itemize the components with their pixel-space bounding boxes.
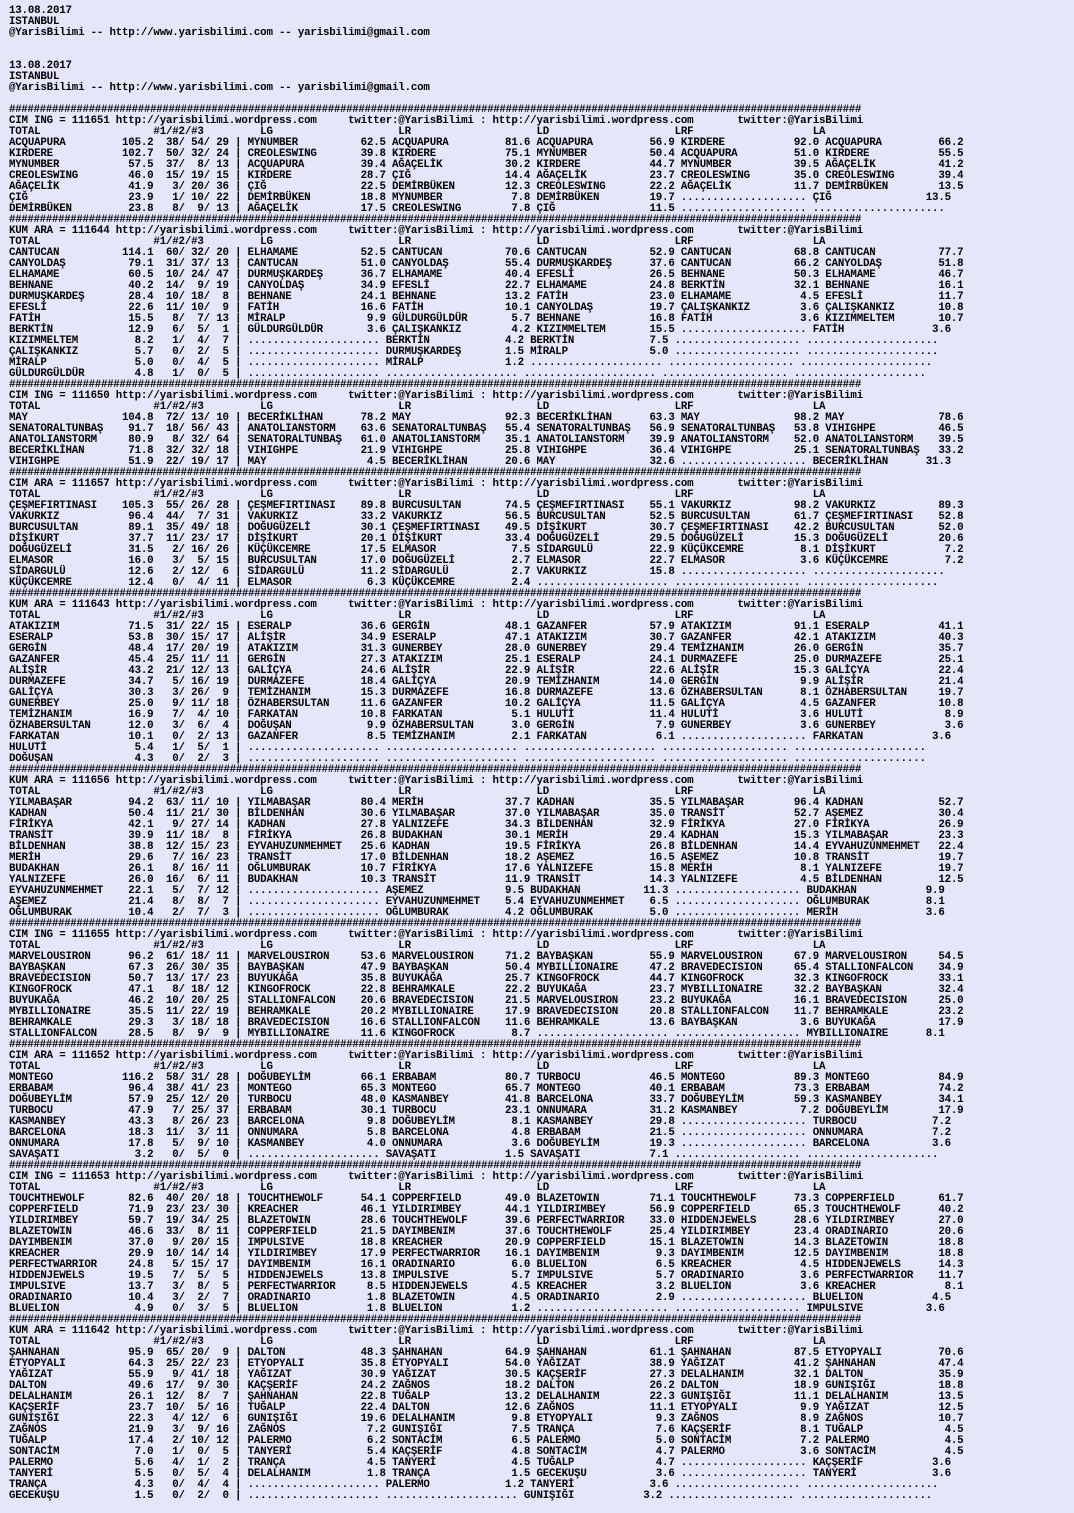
text-line: BEHNANE 40.2 14/ 9/ 19 | CANYOLDAŞ 34.9 EFESLİ 22.7 ELHAMAME 24.8 BERKTİN 32.1 BEHNANE 16.1 xyxy=(9,280,964,292)
text-line: TANYERİ 5.5 0/ 5/ 4 | DELALHANIM 1.8 TRANÇA 1.5 GECEKUŞU 3.6 .................... TANYERİ 3.6 xyxy=(9,1468,951,1480)
text-line: FATİH 15.5 8/ 7/ 13 | MİRALP 9.9 GÜLDURGÜLDÜR 5.7 BEHNANE 16.8 FATİH 3.6 KIZIMMELTEM 10.7 xyxy=(9,313,964,325)
text-line: MARVELOUSIRON 96.2 61/ 18/ 11 | MARVELOUSIRON 53.6 MARVELOUSIRON 71.2 BAYBAŞKAN 55.9 MARVELOUSIRON 67.9 MARVELOUSIRON 54.5 xyxy=(9,951,964,963)
text-line: EFESLİ 22.6 11/ 10/ 9 | FATİH 16.6 FATİH 10.1 CANYOLDAŞ 19.7 ÇALIŞKANKIZ 3.6 ÇALIŞKANKIZ 10.8 xyxy=(9,302,964,314)
text-line: GERGİN 48.4 17/ 20/ 19 | ATAKIZIM 31.3 GUNERBEY 28.0 GUNERBEY 29.4 TEMİZHANIM 26.0 GERGİN 35.7 xyxy=(9,643,964,655)
section-separator: ########################################################################################################################################### xyxy=(9,918,861,930)
text-line: 13.08.2017 xyxy=(9,5,72,17)
section-separator: ########################################################################################################################################### xyxy=(9,214,861,226)
text-line: ÇALIŞKANKIZ 5.7 0/ 2/ 5 | ..................... DURMUŞKARDEŞ 1.5 MİRALP 5.0 .................... ..................... xyxy=(9,346,939,358)
text-line: KUM ARA = 111643 http://yarisbilimi.wordpress.com twitter:@YarisBilimi : http://yarisbilimi.wordpress.com twitter:@YarisBilimi xyxy=(9,599,863,611)
text-line: BURCUSULTAN 89.1 35/ 49/ 18 | DOĞUGÜZELİ 30.1 ÇEŞMEFIRTINASI 49.5 DİŞİKURT 30.7 ÇEŞMEFIRTINASI 42.2 BURCUSULTAN 52.0 xyxy=(9,522,964,534)
text-line: TOTAL #1/#2/#3 LG LR LD LRF LA xyxy=(9,126,826,138)
text-line: TOUCHTHEWOLF 82.6 40/ 20/ 18 | TOUCHTHEWOLF 54.1 COPPERFIELD 49.0 BLAZETOWIN 71.1 TOUCHTHEWOLF 73.3 COPPERFIELD 61.7 xyxy=(9,1193,964,1205)
text-line: TOTAL #1/#2/#3 LG LR LD LRF LA xyxy=(9,236,826,248)
text-line: FARKATAN 10.1 0/ 2/ 13 | GAZANFER 8.5 TEMİZHANIM 2.1 FARKATAN 6.1 .................... FARKATAN 3.6 xyxy=(9,731,951,743)
text-line: ELMASOR 16.0 3/ 5/ 15 | BURCUSULTAN 17.0 DOĞUGÜZELİ 2.7 ELMASOR 22.7 ELMASOR 3.6 KÜÇÜKCEMRE 7.2 xyxy=(9,555,964,567)
text-line: SENATORALTUNBAŞ 91.7 18/ 56/ 43 | ANATOLIANSTORM 63.6 SENATORALTUNBAŞ 55.4 SENATORALTUNBAŞ 56.9 SENATORALTUNBAŞ 53.8 VIHIGHPE 46.5 xyxy=(9,423,964,435)
text-line: BUYUKAĞA 46.2 10/ 20/ 25 | STALLIONFALCON 20.6 BRAVEDECISION 21.5 MARVELOUSIRON 23.2 BUYUKAĞA 16.1 BRAVEDECISION 25.0 xyxy=(9,995,964,1007)
text-line: ACQUAPURA 105.2 38/ 54/ 29 | MYNUMBER 62.5 ACQUAPURA 81.6 ACQUAPURA 56.9 KIRDERE 92.0 ACQUAPURA 66.2 xyxy=(9,137,964,149)
text-line: TUĞALP 17.4 2/ 10/ 12 | PALERMO 6.2 SONTACİM 6.5 PALERMO 5.0 SONTACİM 7.2 PALERMO 4.5 xyxy=(9,1435,964,1447)
text-line: VAKURKIZ 96.4 44/ 7/ 31 | VAKURKIZ 33.2 VAKURKIZ 56.5 BURCUSULTAN 52.5 BURCUSULTAN 61.7 ÇEŞMEFIRTINASI 52.8 xyxy=(9,511,964,523)
text-line: TRANSİT 39.9 11/ 18/ 8 | FİRİKYA 26.8 BUDAKHAN 30.1 MERİH 29.4 KADHAN 15.3 YILMABAŞAR 23.3 xyxy=(9,830,964,842)
text-line: KIRDERE 102.7 50/ 32/ 24 | CREOLESWING 39.8 KIRDERE 75.1 MYNUMBER 50.4 ACQUAPURA 51.0 KIRDERE 55.5 xyxy=(9,148,964,160)
text-line: TOTAL #1/#2/#3 LG LR LD LRF LA xyxy=(9,940,826,952)
section-separator: ########################################################################################################################################### xyxy=(9,1039,861,1051)
text-line: DOĞUBEYLİM 57.9 25/ 12/ 20 | TURBOCU 48.0 KASMANBEY 41.8 BARCELONA 33.7 DOĞUBEYLİM 59.3 KASMANBEY 34.1 xyxy=(9,1094,964,1106)
text-line: MİRALP 5.0 0/ 4/ 5 | ..................... MİRALP 1.2 ..................... .................... ..................... xyxy=(9,357,933,369)
text-line: KADHAN 50.4 11/ 21/ 30 | BİLDENHAN 30.6 YILMABAŞAR 37.0 YILMABAŞAR 35.0 TRANSİT 52.7 AŞEMEZ 30.4 xyxy=(9,808,964,820)
text-line: BUDAKHAN 26.1 8/ 16/ 11 | OĞLUMBURAK 10.7 FİRİKYA 17.6 YALNIZEFE 15.8 MERİH 8.1 YALNIZEFE 19.7 xyxy=(9,863,964,875)
text-line: DURMAZEFE 34.7 5/ 16/ 19 | DURMAZEFE 18.4 GALİÇYA 20.9 TEMİZHANIM 14.0 GERGİN 9.9 ALİŞİR 21.4 xyxy=(9,676,964,688)
text-line: DALTON 49.6 17/ 9/ 30 | KAÇŞERİF 24.2 ZAĞNOS 18.2 DALTON 26.2 DALTON 18.9 GUNIŞIĞI 18.8 xyxy=(9,1380,964,1392)
text-line: KUM ARA = 111644 http://yarisbilimi.wordpress.com twitter:@YarisBilimi : http://yarisbilimi.wordpress.com twitter:@YarisBilimi xyxy=(9,225,863,237)
text-line: ETYOPYALI 64.3 25/ 22/ 23 | ETYOPYALI 35.8 ETYOPYALI 54.0 YAĞIZAT 38.9 YAĞIZAT 41.2 ŞAHNAHAN 47.4 xyxy=(9,1358,964,1370)
text-line: CREOLESWING 46.0 15/ 19/ 15 | KIRDERE 28.7 ÇIĞ 14.4 AĞAÇELİK 23.7 CREOLESWING 35.0 CREOLESWING 39.4 xyxy=(9,170,964,182)
text-line: TOTAL #1/#2/#3 LG LR LD LRF LA xyxy=(9,401,826,413)
text-line: KUM ARA = 111656 http://yarisbilimi.wordpress.com twitter:@YarisBilimi : http://yarisbilimi.wordpress.com twitter:@YarisBilimi xyxy=(9,775,863,787)
text-line: MERİH 29.6 7/ 16/ 23 | TRANSİT 17.0 BİLDENHAN 18.2 AŞEMEZ 16.5 AŞEMEZ 10.8 TRANSİT 19.7 xyxy=(9,852,964,864)
text-line: BARCELONA 18.3 11/ 3/ 11 | ONNUMARA 5.8 BARCELONA 4.8 ERBABAM 21.5 .................... ONNUMARA 7.2 xyxy=(9,1127,951,1139)
text-line: MAY 104.8 72/ 13/ 10 | BECERİKLİHAN 78.2 MAY 92.3 BECERİKLİHAN 63.3 MAY 98.2 MAY 78.6 xyxy=(9,412,964,424)
text-line: BLUELION 4.9 0/ 3/ 5 | BLUELION 1.8 BLUELION 1.2 ..................... .................... IMPULSIVE 3.6 xyxy=(9,1303,945,1315)
text-line: ONNUMARA 17.8 5/ 9/ 10 | KASMANBEY 4.0 ONNUMARA 3.6 DOĞUBEYLİM 19.3 .................... BARCELONA 3.6 xyxy=(9,1138,951,1150)
text-line: STALLIONFALCON 28.5 8/ 9/ 9 | MYBILLIONAIRE 11.6 KINGOFROCK 8.7 ..................... .................... MYBILLIONAIRE 8.1 xyxy=(9,1028,945,1040)
text-line: @YarisBilimi -- http://www.yarisbilimi.com -- yarisbilimi@gmail.com xyxy=(9,82,430,94)
text-line: DELALHANIM 26.1 12/ 8/ 7 | ŞAHNAHAN 22.8 TUĞALP 13.2 DELALHANIM 22.3 GUNIŞIĞI 11.1 DELALHANIM 13.5 xyxy=(9,1391,964,1403)
text-line: KAÇŞERİF 23.7 10/ 5/ 16 | TUĞALP 22.4 DALTON 12.6 ZAĞNOS 11.1 ETYOPYALI 9.9 YAĞIZAT 12.5 xyxy=(9,1402,964,1414)
section-separator: ########################################################################################################################################### xyxy=(9,104,861,116)
text-line: BEHRAMKALE 29.3 3/ 18/ 18 | BRAVEDECISION 16.6 STALLIONFALCON 11.6 BEHRAMKALE 13.6 BAYBAŞKAN 3.6 BUYUKAĞA 17.9 xyxy=(9,1017,964,1029)
text-line: DOĞUGÜZELİ 31.5 2/ 16/ 26 | KÜÇÜKCEMRE 17.5 ELMASOR 7.5 SİDARGULÜ 22.9 KÜÇÜKCEMRE 8.1 DİŞİKURT 7.2 xyxy=(9,544,964,556)
text-line: DURMUŞKARDEŞ 28.4 10/ 18/ 8 | BEHNANE 24.1 BEHNANE 13.2 FATİH 23.0 ELHAMAME 4.5 EFESLİ 11.7 xyxy=(9,291,964,303)
text-line: TOTAL #1/#2/#3 LG LR LD LRF LA xyxy=(9,786,826,798)
text-line: CIM ING = 111655 http://yarisbilimi.wordpress.com twitter:@YarisBilimi : http://yarisbilimi.wordpress.com twitter:@YarisBilimi xyxy=(9,929,863,941)
text-line: VIHIGHPE 51.9 22/ 19/ 17 | MAY 4.5 BECERİKLİHAN 20.6 MAY 32.6 .................... BECERİKLİHAN 31.3 xyxy=(9,456,951,468)
text-line: YALNIZEFE 26.0 16/ 6/ 11 | BUDAKHAN 10.3 TRANSİT 11.9 TRANSİT 14.3 YALNIZEFE 4.5 BİLDENHAN 12.5 xyxy=(9,874,964,886)
text-line: GAZANFER 45.4 25/ 11/ 11 | GERGİN 27.3 ATAKIZIM 25.1 ESERALP 24.1 DURMAZEFE 25.0 DURMAZEFE 25.1 xyxy=(9,654,964,666)
text-line: KASMANBEY 43.3 8/ 26/ 23 | BARCELONA 9.8 DOĞUBEYLİM 8.1 KASMANBEY 29.8 .................... TURBOCU 7.2 xyxy=(9,1116,951,1128)
text-line: COPPERFIELD 71.9 23/ 23/ 30 | KREACHER 46.1 YILDIRIMBEY 44.1 YILDIRIMBEY 56.9 COPPERFIELD 65.3 TOUCHTHEWOLF 40.2 xyxy=(9,1204,964,1216)
text-line: AĞAÇELİK 41.9 3/ 20/ 36 | ÇIĞ 22.5 DEMİRBÜKEN 12.3 CREOLESWING 22.2 AĞAÇELİK 11.7 DEMİRBÜKEN 13.5 xyxy=(9,181,964,193)
text-line: GALİÇYA 30.3 3/ 26/ 9 | TEMİZHANIM 15.3 DURMAZEFE 16.8 DURMAZEFE 13.6 ÖZHABERSULTAN 8.1 ÖZHABERSULTAN 19.7 xyxy=(9,687,964,699)
text-line: GÜLDURGÜLDÜR 4.8 1/ 0/ 5 | ..................... ..................... ..................... .................... ..................... xyxy=(9,368,926,380)
text-line: TOTAL #1/#2/#3 LG LR LD LRF LA xyxy=(9,1061,826,1073)
text-line: ZAĞNOS 21.9 3/ 9/ 16 | ZAĞNOS 7.2 GUNIŞIĞI 7.5 TRANÇA 7.6 KAÇŞERİF 8.1 TUĞALP 4.5 xyxy=(9,1424,964,1436)
section-separator: ########################################################################################################################################### xyxy=(9,467,861,479)
text-line: PERFECTWARRIOR 24.8 5/ 15/ 17 | DAYIMBENIM 16.1 ORADINARIO 6.0 BLUELION 6.5 KREACHER 4.5 HIDDENJEWELS 14.3 xyxy=(9,1259,964,1271)
text-line: TOTAL #1/#2/#3 LG LR LD LRF LA xyxy=(9,489,826,501)
text-line: BECERİKLİHAN 71.8 32/ 32/ 18 | VIHIGHPE 21.9 VIHIGHPE 25.8 VIHIGHPE 36.4 VIHIGHPE 25.1 SENATORALTUNBAŞ 33.2 xyxy=(9,445,964,457)
text-line: AŞEMEZ 21.4 8/ 8/ 7 | ..................... EYVAHUZUNMEHMET 5.4 EYVAHUZUNMEHMET 6.5 .................... OĞLUMBURAK 8.1 xyxy=(9,896,945,908)
text-line: ÖZHABERSULTAN 12.0 3/ 6/ 4 | DOĞUŞAN 9.9 ÖZHABERSULTAN 3.0 GERGİN 7.9 GUNERBEY 3.6 GUNERBEY 3.6 xyxy=(9,720,964,732)
text-line: HULUTİ 5.4 1/ 5/ 1 | ..................... ..................... ..................... .................... ..................... xyxy=(9,742,926,754)
text-line: CIM ARA = 111657 http://yarisbilimi.wordpress.com twitter:@YarisBilimi : http://yarisbilimi.wordpress.com twitter:@YarisBilimi xyxy=(9,478,863,490)
text-line xyxy=(9,50,1074,61)
text-line: MYNUMBER 57.5 37/ 8/ 13 | ACQUAPURA 39.4 AĞAÇELİK 30.2 KIRDERE 44.7 MYNUMBER 39.5 AĞAÇELİK 41.2 xyxy=(9,159,964,171)
text-line: TEMİZHANIM 16.9 7/ 4/ 10 | FARKATAN 10.8 FARKATAN 5.1 HULUTİ 11.4 HULUTİ 3.6 HULUTİ 8.9 xyxy=(9,709,964,721)
text-line: CANYOLDAŞ 79.1 31/ 37/ 13 | CANTUCAN 51.0 CANYOLDAŞ 55.4 DURMUŞKARDEŞ 37.6 CANTUCAN 66.2 CANYOLDAŞ 51.8 xyxy=(9,258,964,270)
text-line: DİŞİKURT 37.7 11/ 23/ 17 | DİŞİKURT 20.1 DİŞİKURT 33.4 DOĞUGÜZELİ 29.5 DOĞUGÜZELİ 15.3 DOĞUGÜZELİ 20.6 xyxy=(9,533,964,545)
section-separator: ########################################################################################################################################### xyxy=(9,1160,861,1172)
text-line: GUNIŞIĞI 22.3 4/ 12/ 6 | GUNIŞIĞI 19.6 DELALHANIM 9.8 ETYOPYALI 9.3 ZAĞNOS 8.9 ZAĞNOS 10.7 xyxy=(9,1413,964,1425)
text-line: BERKTİN 12.9 6/ 5/ 1 | GÜLDURGÜLDÜR 3.6 ÇALIŞKANKIZ 4.2 KIZIMMELTEM 15.5 .................... FATİH 3.6 xyxy=(9,324,951,336)
text-line: ISTANBUL xyxy=(9,71,60,83)
text-line: TOTAL #1/#2/#3 LG LR LD LRF LA xyxy=(9,610,826,622)
text-line: HIDDENJEWELS 19.5 7/ 5/ 5 | HIDDENJEWELS 13.8 IMPULSIVE 5.7 IMPULSIVE 5.7 ORADINARIO 3.6 PERFECTWARRIOR 11.7 xyxy=(9,1270,964,1282)
text-line: ELHAMAME 60.5 10/ 24/ 47 | DURMUŞKARDEŞ 36.7 ELHAMAME 40.4 EFESLİ 26.5 BEHNANE 50.3 ELHAMAME 46.7 xyxy=(9,269,964,281)
text-line: KUM ARA = 111642 http://yarisbilimi.wordpress.com twitter:@YarisBilimi : http://yarisbilimi.wordpress.com twitter:@YarisBilimi xyxy=(9,1325,863,1337)
text-line: BİLDENHAN 38.8 12/ 15/ 23 | EYVAHUZUNMEHMET 25.6 KADHAN 19.5 FİRİKYA 26.8 BİLDENHAN 14.4 EYVAHUZUNMEHMET 22.4 xyxy=(9,841,964,853)
text-line: KINGOFROCK 47.1 8/ 18/ 12 | KINGOFROCK 22.8 BEHRAMKALE 22.2 BUYUKAĞA 23.7 MYBILLIONAIRE 32.2 BAYBAŞKAN 32.4 xyxy=(9,984,964,996)
text-line: ATAKIZIM 71.5 31/ 22/ 15 | ESERALP 36.6 GERGİN 48.1 GAZANFER 57.9 ATAKIZIM 91.1 ESERALP 41.1 xyxy=(9,621,964,633)
text-line: BLAZETOWIN 46.6 33/ 8/ 11 | COPPERFIELD 21.5 DAYIMBENIM 37.6 TOUCHTHEWOLF 25.4 YILDIRIMBEY 23.4 ORADINARIO 20.6 xyxy=(9,1226,964,1238)
text-line: TURBOCU 47.9 7/ 25/ 37 | ERBABAM 30.1 TURBOCU 23.1 ONNUMARA 31.2 KASMANBEY 7.2 DOĞUBEYLİM 17.9 xyxy=(9,1105,964,1117)
text-line xyxy=(9,39,1074,50)
text-line: YAĞIZAT 55.9 9/ 41/ 18 | YAĞIZAT 30.9 YAĞIZAT 30.5 KAÇŞERİF 27.3 DELALHANIM 32.1 DALTON 35.9 xyxy=(9,1369,964,1381)
text-line: @YarisBilimi -- http://www.yarisbilimi.com -- yarisbilimi@gmail.com xyxy=(9,27,430,39)
text-line: IMPULSIVE 13.7 3/ 8/ 5 | PERFECTWARRIOR 8.5 HIDDENJEWELS 4.5 KREACHER 3.2 BLUELION 3.6 KREACHER 8.1 xyxy=(9,1281,964,1293)
text-line: ORADINARIO 10.4 3/ 2/ 7 | ORADINARIO 1.8 BLAZETOWIN 4.5 ORADINARIO 2.9 .................... BLUELION 4.5 xyxy=(9,1292,951,1304)
text-line: MYBILLIONAIRE 35.5 11/ 22/ 19 | BEHRAMKALE 20.2 MYBILLIONAIRE 17.9 BRAVEDECISION 20.8 STALLIONFALCON 11.7 BEHRAMKALE 23.2 xyxy=(9,1006,964,1018)
text-line: ISTANBUL xyxy=(9,16,60,28)
text-line: MONTEGO 116.2 58/ 31/ 28 | DOĞUBEYLİM 66.1 ERBABAM 80.7 TURBOCU 46.5 MONTEGO 89.3 MONTEGO 84.9 xyxy=(9,1072,964,1084)
text-line: SONTACİM 7.0 1/ 0/ 5 | TANYERİ 5.4 KAÇŞERİF 4.8 SONTACİM 4.7 PALERMO 3.6 SONTACİM 4.5 xyxy=(9,1446,964,1458)
text-line: KIZIMMELTEM 8.2 1/ 4/ 7 | ..................... BERKTİN 4.2 BERKTİN 7.5 .................... ..................... xyxy=(9,335,939,347)
text-line: 13.08.2017 xyxy=(9,60,72,72)
text-line: ANATOLIANSTORM 80.9 8/ 32/ 64 | SENATORALTUNBAŞ 61.0 ANATOLIANSTORM 35.1 ANATOLIANSTORM 39.9 ANATOLIANSTORM 52.0 ANATOLIANSTORM 39.5 xyxy=(9,434,964,446)
text-line: YILDIRIMBEY 59.7 19/ 34/ 25 | BLAZETOWIN 28.6 TOUCHTHEWOLF 39.6 PERFECTWARRIOR 33.0 HIDDENJEWELS 28.6 YILDIRIMBEY 27.0 xyxy=(9,1215,964,1227)
text-line: KREACHER 29.9 10/ 14/ 14 | YILDIRIMBEY 17.9 PERFECTWARRIOR 16.1 DAYIMBENIM 9.3 DAYIMBENIM 12.5 DAYIMBENIM 18.8 xyxy=(9,1248,964,1260)
text-line: SİDARGULÜ 12.6 2/ 12/ 6 | SİDARGULÜ 11.2 SİDARGULÜ 2.7 VAKURKIZ 15.8 .................... ..................... xyxy=(9,566,945,578)
text-line: SAVAŞATI 3.2 0/ 5/ 0 | ..................... SAVAŞATI 1.5 SAVAŞATI 7.1 .................... ..................... xyxy=(9,1149,939,1161)
text-line: ALİŞİR 43.2 21/ 12/ 13 | GALİÇYA 24.6 ALİŞİR 22.9 ALİŞİR 22.6 ALİŞİR 15.3 GALİÇYA 22.4 xyxy=(9,665,964,677)
text-line: CANTUCAN 114.1 60/ 32/ 20 | ELHAMAME 52.5 CANTUCAN 70.6 CANTUCAN 52.9 CANTUCAN 68.8 CANTUCAN 77.7 xyxy=(9,247,964,259)
text-line: EYVAHUZUNMEHMET 22.1 5/ 7/ 12 | ..................... AŞEMEZ 9.5 BUDAKHAN 11.3 .................... BUDAKHAN 9.9 xyxy=(9,885,945,897)
text-line: ESERALP 53.8 30/ 15/ 17 | ALİŞİR 34.9 ESERALP 47.1 ATAKIZIM 30.7 GAZANFER 42.1 ATAKIZIM 40.3 xyxy=(9,632,964,644)
text-line: CIM ARA = 111652 http://yarisbilimi.wordpress.com twitter:@YarisBilimi : http://yarisbilimi.wordpress.com twitter:@YarisBilimi xyxy=(9,1050,863,1062)
text-line: CIM ING = 111651 http://yarisbilimi.wordpress.com twitter:@YarisBilimi : http://yarisbilimi.wordpress.com twitter:@YarisBilimi xyxy=(9,115,863,127)
section-separator: ########################################################################################################################################### xyxy=(9,764,861,776)
text-line: ÇEŞMEFIRTINASI 105.3 55/ 26/ 28 | ÇEŞMEFIRTINASI 89.8 BURCUSULTAN 74.5 ÇEŞMEFIRTINASI 55.1 VAKURKIZ 98.2 VAKURKIZ 89.3 xyxy=(9,500,964,512)
text-line: CIM ING = 111650 http://yarisbilimi.wordpress.com twitter:@YarisBilimi : http://yarisbilimi.wordpress.com twitter:@YarisBilimi xyxy=(9,390,863,402)
text-line: TRANÇA 4.3 0/ 4/ 4 | ..................... PALERMO 1.2 TANYERİ 3.6 .................... ..................... xyxy=(9,1479,939,1491)
text-line: TOTAL #1/#2/#3 LG LR LD LRF LA xyxy=(9,1336,826,1348)
text-line: FİRİKYA 42.1 9/ 27/ 14 | KADHAN 27.8 YALNIZEFE 34.3 BİLDENHAN 32.9 FİRİKYA 27.0 FİRİKYA 26.9 xyxy=(9,819,964,831)
text-line: ERBABAM 96.4 38/ 41/ 23 | MONTEGO 65.3 MONTEGO 65.7 MONTEGO 40.1 ERBABAM 73.3 ERBABAM 74.2 xyxy=(9,1083,964,1095)
text-line: BRAVEDECISION 50.7 13/ 17/ 23 | BUYUKAĞA 35.8 BUYUKAĞA 25.7 KINGOFROCK 44.7 KINGOFROCK 32.3 KINGOFROCK 33.1 xyxy=(9,973,964,985)
text-line: KÜÇÜKCEMRE 12.4 0/ 4/ 11 | ELMASOR 6.3 KÜÇÜKCEMRE 2.4 ..................... .................... ..................... xyxy=(9,577,939,589)
section-separator: ########################################################################################################################################### xyxy=(9,588,861,600)
text-line: CIM ING = 111653 http://yarisbilimi.wordpress.com twitter:@YarisBilimi : http://yarisbilimi.wordpress.com twitter:@YarisBilimi xyxy=(9,1171,863,1183)
text-line: YILMABAŞAR 94.2 63/ 11/ 10 | YILMABAŞAR 80.4 MERİH 37.7 KADHAN 35.5 YILMABAŞAR 96.4 KADHAN 52.7 xyxy=(9,797,964,809)
text-line: DAYIMBENIM 37.0 9/ 20/ 15 | IMPULSIVE 18.8 KREACHER 20.9 COPPERFIELD 15.1 BLAZETOWIN 14.3 BLAZETOWIN 18.8 xyxy=(9,1237,964,1249)
text-line: GECEKUŞU 1.5 0/ 2/ 0 | ..................... ..................... GUNIŞIĞI 3.2 .................... ..................... xyxy=(9,1490,933,1502)
section-separator: ########################################################################################################################################### xyxy=(9,379,861,391)
text-line: DEMİRBÜKEN 23.8 8/ 9/ 13 | AĞAÇELİK 17.5 CREOLESWING 7.8 ÇIĞ 11.5 .................... ..................... xyxy=(9,203,945,215)
section-separator: ########################################################################################################################################### xyxy=(9,1314,861,1326)
text-line: GUNERBEY 25.0 9/ 11/ 18 | ÖZHABERSULTAN 11.6 GAZANFER 10.2 GALİÇYA 11.5 GALİÇYA 4.5 GAZANFER 10.8 xyxy=(9,698,964,710)
text-line: TOTAL #1/#2/#3 LG LR LD LRF LA xyxy=(9,1182,826,1194)
text-line: BAYBAŞKAN 67.3 26/ 30/ 35 | BAYBAŞKAN 47.9 BAYBAŞKAN 50.4 MYBILLIONAIRE 47.2 BRAVEDECISION 65.4 STALLIONFALCON 34.9 xyxy=(9,962,964,974)
text-line: ŞAHNAHAN 95.9 65/ 20/ 9 | DALTON 48.3 ŞAHNAHAN 64.9 ŞAHNAHAN 61.1 ŞAHNAHAN 87.5 ETYOPYALI 70.6 xyxy=(9,1347,964,1359)
text-line: PALERMO 5.6 4/ 1/ 2 | TRANÇA 4.5 TANYERİ 4.5 TUĞALP 4.7 .................... KAÇŞERİF 3.6 xyxy=(9,1457,951,1469)
text-line: ÇIĞ 23.9 1/ 10/ 22 | DEMİRBÜKEN 18.8 MYNUMBER 7.8 DEMİRBÜKEN 19.7 .................... ÇIĞ 13.5 xyxy=(9,192,951,204)
text-line: DOĞUŞAN 4.3 0/ 2/ 3 | ..................... ..................... ..................... .................... ..................... xyxy=(9,753,926,765)
text-line: OĞLUMBURAK 10.4 2/ 7/ 3 | ..................... OĞLUMBURAK 4.2 OĞLUMBURAK 5.0 .................... MERİH 3.6 xyxy=(9,907,945,919)
